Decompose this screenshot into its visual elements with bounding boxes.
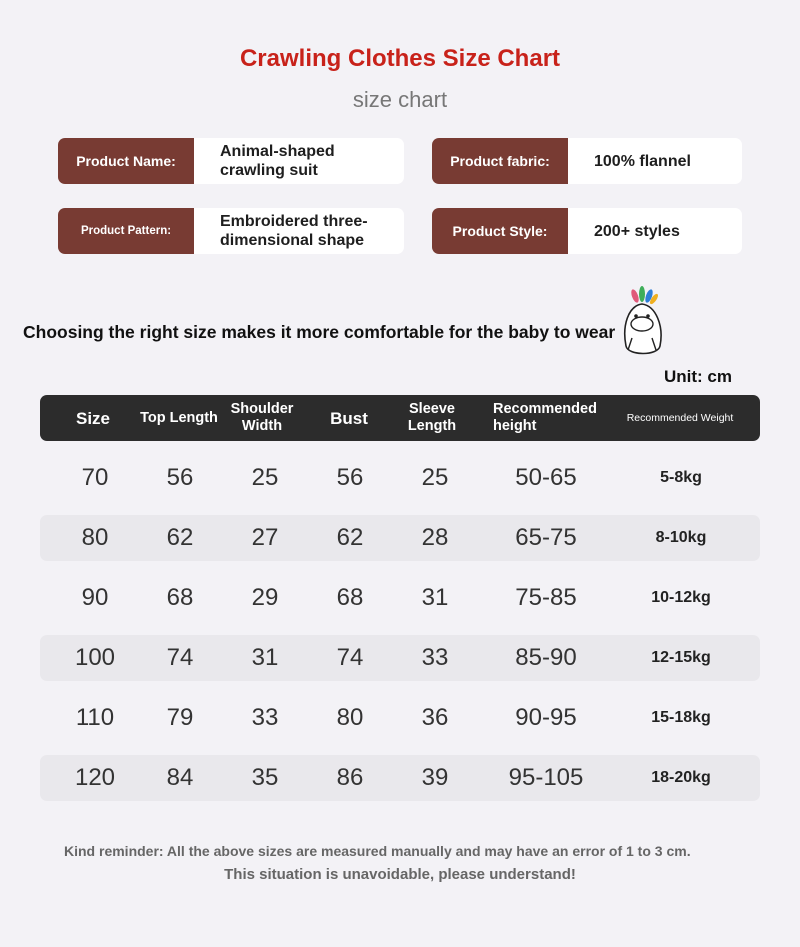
cell-recommended-height: 75-85 (515, 584, 577, 611)
info-value: Animal-shaped crawling suit (220, 143, 335, 179)
cell-recommended-height: 85-90 (515, 644, 577, 671)
cell-shoulder-width: 27 (251, 524, 279, 551)
reminder-line-1: Kind reminder: All the above sizes are measured manually and may have an error of 1 to 3 cm. (64, 843, 691, 859)
cell-bust: 68 (336, 584, 364, 611)
page-subtitle: size chart (352, 87, 448, 112)
cell-recommended-weight: 5-8kg (660, 469, 702, 486)
table-row (40, 695, 760, 741)
cell-size: 80 (81, 524, 109, 551)
table-row (40, 515, 760, 561)
header-recommended-weight: Recommended Weight (626, 411, 734, 424)
cell-sleeve-length: 31 (421, 584, 449, 611)
table-header (40, 395, 760, 441)
cell-size: 70 (81, 464, 109, 491)
page-title: Crawling Clothes Size Chart (239, 45, 561, 72)
cell-top-length: 74 (166, 644, 194, 671)
table-row (40, 575, 760, 621)
reminder-line-2: This situation is unavoidable, please understand! (224, 866, 576, 883)
cell-top-length: 84 (166, 764, 194, 791)
info-label: Product Style: (432, 208, 568, 254)
cell-shoulder-width: 29 (251, 584, 279, 611)
info-label: Product Pattern: (58, 208, 194, 254)
cell-recommended-weight: 8-10kg (655, 529, 707, 546)
cell-size: 90 (81, 584, 109, 611)
table-row (40, 755, 760, 801)
info-value: 100% flannel (594, 152, 691, 170)
cell-recommended-height: 90-95 (515, 704, 577, 731)
header-shoulder-width: Shoulder Width (230, 401, 294, 434)
info-value: 200+ styles (594, 222, 680, 240)
cell-bust: 62 (336, 524, 364, 551)
cell-top-length: 68 (166, 584, 194, 611)
cell-shoulder-width: 35 (251, 764, 279, 791)
header-recommended-height: Recommended height (493, 401, 597, 434)
cell-size: 110 (75, 704, 115, 731)
cell-top-length: 56 (166, 464, 194, 491)
cell-recommended-weight: 10-12kg (651, 589, 711, 606)
header-top-length: Top Length (140, 409, 218, 426)
info-value: Embroidered three-dimensional shape (220, 213, 368, 249)
cell-bust: 74 (336, 644, 364, 671)
cell-shoulder-width: 31 (251, 644, 279, 671)
info-label: Product fabric: (432, 138, 568, 184)
cell-shoulder-width: 33 (251, 704, 279, 731)
cell-bust: 86 (336, 764, 364, 791)
cell-recommended-weight: 12-15kg (651, 649, 711, 666)
header-bust: Bust (330, 408, 368, 428)
cell-size: 120 (74, 764, 116, 791)
info-product-pattern (58, 208, 404, 254)
header-size: Size (75, 408, 111, 428)
info-product-name (58, 138, 404, 184)
cell-recommended-weight: 15-18kg (651, 709, 711, 726)
cell-recommended-height: 65-75 (515, 524, 577, 551)
mascot-icon (620, 286, 666, 360)
cell-recommended-weight: 18-20kg (651, 769, 711, 786)
cell-shoulder-width: 25 (251, 464, 279, 491)
info-product-style (432, 208, 742, 254)
cell-recommended-height: 95-105 (508, 764, 584, 791)
header-sleeve-length: Sleeve Length (407, 401, 457, 434)
tagline: Choosing the right size makes it more comfortable for the baby to wear (23, 322, 616, 342)
cell-top-length: 79 (166, 704, 194, 731)
info-product-fabric (432, 138, 742, 184)
cell-sleeve-length: 33 (421, 644, 449, 671)
cell-size: 100 (74, 644, 116, 671)
cell-bust: 56 (336, 464, 364, 491)
cell-sleeve-length: 36 (421, 704, 449, 731)
unit-label: Unit: cm (664, 367, 732, 386)
table-row (40, 635, 760, 681)
cell-sleeve-length: 25 (421, 464, 449, 491)
cell-sleeve-length: 39 (421, 764, 449, 791)
cell-bust: 80 (336, 704, 364, 731)
table-row (40, 455, 760, 501)
cell-sleeve-length: 28 (421, 524, 449, 551)
info-label: Product Name: (58, 138, 194, 184)
cell-recommended-height: 50-65 (515, 464, 577, 491)
cell-top-length: 62 (166, 524, 194, 551)
